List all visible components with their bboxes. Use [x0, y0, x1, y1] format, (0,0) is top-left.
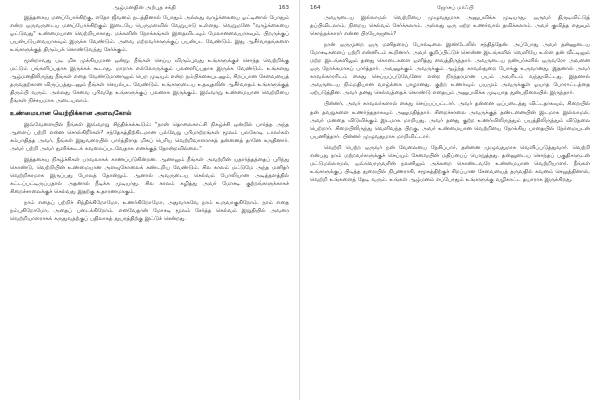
- author-name: ஜோசப் மர்ஃபி: [436, 5, 474, 11]
- right-page: [300, 0, 600, 400]
- paragraph: மூன்றாவது படி மிக முக்கியமான ஒன்று. நீங்கள் செய்ய விரும்புவது உங்களுக்குச் சொந்த வெற்றிக்கு மட்டும் பங்களிப்பதாக இருக்கக் கூடாது. மாறாக எல்லோருக்கும் பலனளிப்பதாக இருக்க வேண்டும். உங்களது ஆழ்மனதிலிருந்து நீங்கள் எதை வேண்டுமானாலும் பெற முடியும் என்ற நம்பிக்கையுடனும், சிறப்பான சேவையைத் தருவதற்கான விருப்பத்துடனும் நீங்கள் செயல்பட வேண்டும். உங்களுடைய உதவுதலின் ஆசீர்வாதம் உங்களுக்குத் திரும்பி வரும். அல்லது சேவை புரிவதே உங்களுக்குப் பலனாக இருக்கும். இவ்வாறு உண்மையான வெற்றியை நீங்கள் நிச்சயமாக அடையலாம்.: [10, 58, 289, 105]
- right-running-head: [310, 4, 590, 14]
- book-title: ஆழ்மனதின் அற்புத சக்தி: [112, 5, 176, 11]
- paragraph: இவ்வேளையில் நீங்கள் இவ்வாறு சிந்திக்கக்கூடும்: "நான் தொலைகாட்சி நிகழ்ச்சி ஒன்றில் பார்த்த அந்த ஆளைப் பற்றி என்ன சொல்கிறீர்கள்? சந்தேகத்திற்கிடமான பல்வேறு பரிமாற்றங்கள் மூலம் பலகோடி டாலர்கள் சம்பாதித்த அவர், நீங்கள் இதுவரையில் பார்த்திராத மிகப் பெரிய வெற்றிவாளராகத் தன்னைத் தானே கருதினார். அவர் பற்றி அவர் துளிக்கூடக் கவலைப்படவேதாக எனக்குத் தோன்றவில்லை.": [10, 121, 289, 152]
- paragraph: இத்தகைய நிகழ்ச்சிகள் பரவலாகக் காணப்படுகின்றன. ஆனாலும் நீங்கள் அவற்றின் யதார்த்தத்தைப் புரிந்து கொண்டு, வெற்றியின் உண்மையான அளவுகோலைக் கண்டறிய வேண்டும். சில காலம் மட்டுமே அந்த மனிதர் வெற்றிகரமாக இருப்பது போலத் தோன்றும். ஆனால் அவருடைய செல்வம் போலியான அடித்தளத்தில் கட்டப்பட்டிருப்பதால் அதனால் நீடிக்க முடியாது. சில காலம் கழித்து அவர் மோசடி குற்றங்களுக்காகச் சிறைச்சாலைக்குச் செல்வது இதற்கு உதாரணமாகும்.: [10, 156, 289, 195]
- paragraph: இத்தகைய மனப்போக்கிற்கு, எதோ ஜீவனம் நடத்தினால் போதும் அல்லது வாழ்க்கையை ஓட்டினால் போதும் என்ற ஒருவருடைய மனப்போக்கிற்கும் இடையே பெருமளவில் வேறுபாடு உள்ளது. வெறுமனே "வாழ்க்கையை ஓட்டுவது" உண்மையான வெற்றியாகாது. மக்களின் நோக்கங்கள் இதைவிடவும் மேலானவையாகவும், பிறருக்குப் பயன்படுபவையாகவும் இருக்க வேண்டும். அவை மற்றவர்களுக்குப் பயன்பட வேண்டும். இது ஆசீர்வாதங்களை உங்களுக்குத் திரும்பக் கொண்டுவந்து சேர்க்கும்.: [10, 15, 289, 54]
- paragraph: வெற்றி பெற்ற ஒருவர் நன் வேலையை நேசிப்பார், தன்னை முழுவதுமாக வெளிப்படுத்துவார். வெற்றி என்பது நாம் மற்றவர்களுக்குச் செய்யும் சேவையின் மதிப்பைப் பொறுத்தது. தன்னுடைய சொந்தப் பகுதிகளுடன் மட்டுமல்லாமல், ஒவ்வொருவரின் நலனிலும் அக்கறை கொண்டவரே உண்மையான வெற்றியாளர். நீங்கள் உங்களுக்குப் பிடித்த துறையில் நிபுணராகி, சமூகத்திற்குச் சிறப்பான சேவையைத் தருவதில் கவனம் செலுத்தினால், வெற்றி உங்களைத் தேடி வரும். உங்கள் ஆழ்மனம் எப்போதும் உங்களுக்கு வழிகாட்ட தயாராக இருக்கிறது.: [310, 144, 590, 183]
- section-heading: உண்மையான வெற்றிக்கான அளவுகோல்: [10, 108, 132, 117]
- left-running-head: [10, 4, 289, 14]
- right-page-number: 164: [310, 5, 321, 11]
- paragraph: நான் ஒருமுறை ஒரு மனிதரைப் போல்டிலை இண்டேலில் சந்தித்தேன். அப்போது அவர் தன்னுடைய மோசடிகளைப் பற்றி என்னிடம் கூறினார். அவர் குறிப்பிட்டுச் சொன்ன இடங்களில் வெளியே உள்ள தன் வீட்டிலும் மற்ற இடங்களிலும் தனது கொடைகளை ஒளித்து வைத்திருந்தார். அவருடைய நண்பர்களில் ஒருவரோ அவனை ஒரு நோக்கமாகப் பார்த்தார். அவனுக்கும் அவருக்கும் ஆழ்ந்த காவல்துறை போக்கு உருவானது. இதனால் அவர் காவல்காரரிடம் கைது செய்யப்படுவேனோ என்ற நிரந்தரமான பயம் அவரிடம் வந்துவிட்டது. இதனால் அவருடைய நிம்மதியான வாழ்க்கை பாழானது. குற்ற உணர்வும் பயமும் அவருக்குள் ஓயாத போராட்டத்தை ஏற்படுத்தின. அவர் தனது செல்வத்தைக் கொண்டு எதையும் அனுபவிக்க முடியாத துன்பநிலையில் இருந்தார்.: [310, 42, 590, 97]
- paragraph: அவருடைய இல்லாமல் வெற்றியை முழுவதுமாக அனுபவிக்க முடியாது. ஒருவர் திருடிவிட்டுத் தப்பிவிடலாம், நிறைய செல்வம் சேர்க்கலாம். அல்லது ஒரு ஏற்ற உணர்வால் தவிக்கலாம். அவர் குவித்த எதுவும் சொந்தக்காரர் என்ன பிரயோஜனம்?: [310, 15, 590, 38]
- left-page-number: 163: [278, 5, 289, 11]
- paragraph: பின்னர், அவர் காவலர்களால் கைது செய்யப்பட்டார். அவர் தன்னை ஒப்படைத்து விட்டதாகவும், சிறையில் தன் தவறுகளை உணர்ந்ததாகவும் அனுமதித்தார். சிறைச்சாலை அவருக்குத் தண்டனையின் இடமாக இல்லாமல், அவர் மனதை விடுவிக்கும் இடமாக மாறியது. அவர் தனது குற்ற உணர்விலிருந்தும் பயத்திலிருந்தும் விடுதலை பெற்றார். சிறையிலிருந்து வெளிவந்த பிறகு, அவர் உண்மையான வெற்றியை நோக்கிய பாதையில் நேர்மையுடன் பயணித்தார். பின்னர் முழுவதுமாக மாறிவிட்டார்.: [310, 101, 590, 140]
- paragraph: நாம் எதைப் பற்றிச் சிந்திக்கிறோமோ, உணர்கிறோமோ, அதுவாகவே நாம் உருவாகுகிறோம். நாம் எதை நம்புகிறோமோ, அதைப் படைக்கிறோம். எனவேதான் மோசடி மூலம் சேர்த்த செல்வம் இறுதியில் அவரை வெற்றியாளராகக் கருதுவதற்குப் பதிலாகத் துயரத்திற்கு இட்டுச் சென்றது.: [10, 199, 289, 223]
